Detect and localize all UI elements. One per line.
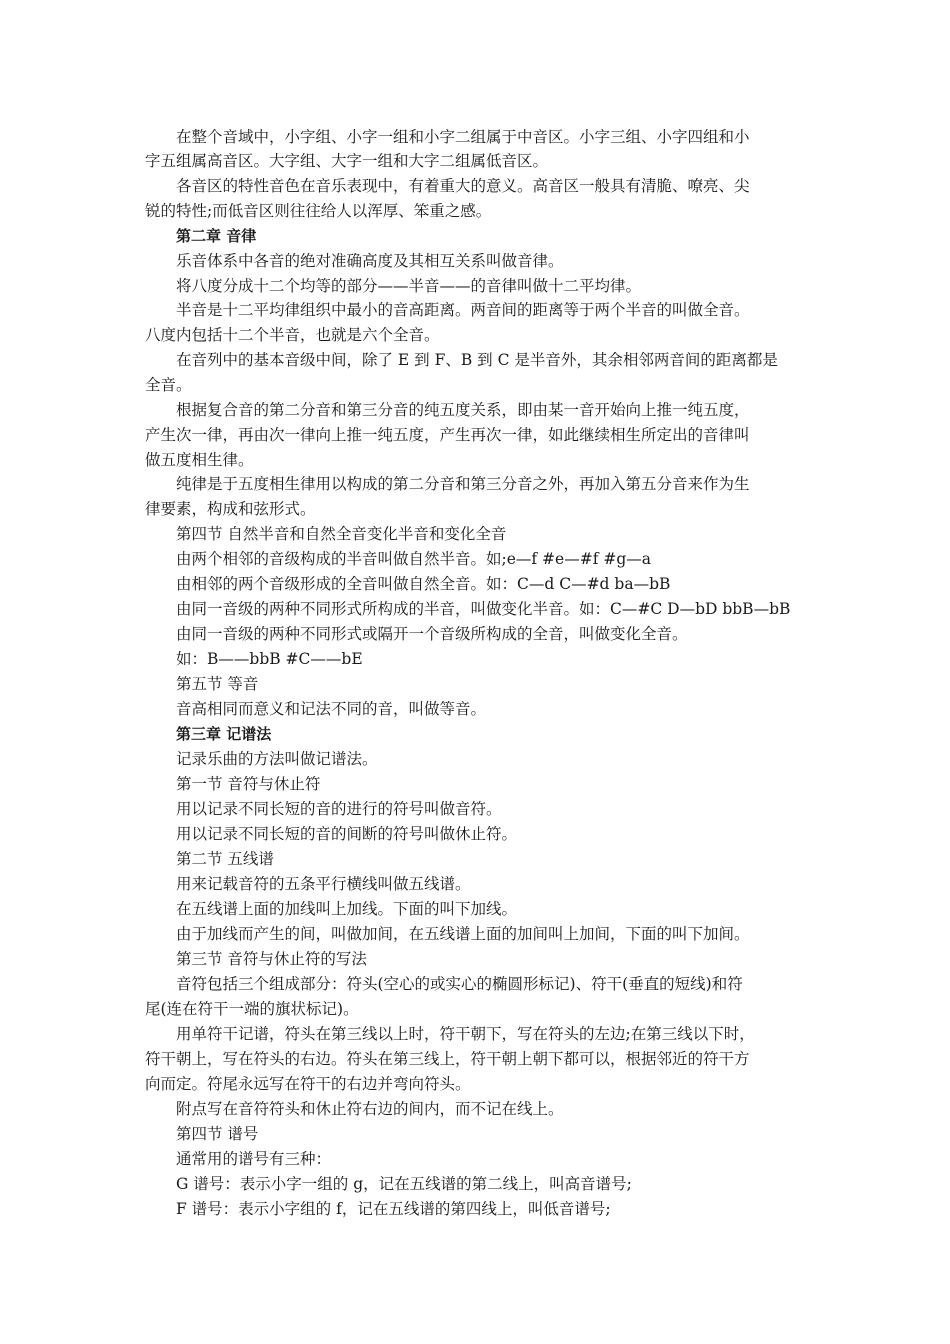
text-line: 各音区的特性音色在音乐表现中，有着重大的意义。高音区一般具有清脆、嘹亮、尖 bbox=[176, 177, 750, 195]
text-line: 由同一音级的两种不同形式或隔开一个音级所构成的全音，叫做变化全音。 bbox=[176, 625, 688, 643]
text-line: F 谱号：表示小字组的 f，记在五线谱的第四线上，叫低音谱号; bbox=[176, 1200, 611, 1218]
text-line: 通常用的谱号有三种： bbox=[176, 1150, 332, 1168]
text-line: G 谱号：表示小字一组的 g，记在五线谱的第二线上，叫高音谱号; bbox=[176, 1175, 632, 1193]
text-line: 附点写在音符符头和休止符右边的间内，而不记在线上。 bbox=[176, 1100, 564, 1118]
text-line: 在五线谱上面的加线叫上加线。下面的叫下加线。 bbox=[176, 900, 518, 918]
text-line: 字五组属高音区。大字组、大字一组和大字二组属低音区。 bbox=[145, 152, 549, 170]
text-line: 音符包括三个组成部分：符头(空心的或实心的椭圆形标记)、符干(垂直的短线)和符 bbox=[176, 975, 743, 993]
text-line: 音高相同而意义和记法不同的音，叫做等音。 bbox=[176, 700, 487, 718]
section-heading: 第二节 五线谱 bbox=[176, 850, 274, 868]
text-line: 做五度相生律。 bbox=[145, 451, 254, 469]
chapter-heading: 第三章 记谱法 bbox=[176, 725, 272, 743]
text-line: 将八度分成十二个均等的部分——半音——的音律叫做十二平均律。 bbox=[176, 277, 642, 295]
text-line: 全音。 bbox=[145, 376, 192, 394]
text-line: 产生次一律，再由次一律向上推一纯五度，产生再次一律，如此继续相生所定出的音律叫 bbox=[145, 426, 750, 444]
text-line: 纯律是于五度相生律用以构成的第二分音和第三分音之外，再加入第五分音来作为生 bbox=[176, 475, 750, 493]
text-line: 八度内包括十二个半音，也就是六个全音。 bbox=[145, 326, 440, 344]
text-line: 用单符干记谱，符头在第三线以上时，符干朝下，写在符头的左边;在第三线以下时， bbox=[176, 1025, 755, 1043]
text-line: 根据复合音的第二分音和第三分音的纯五度关系，即由某一音开始向上推一纯五度， bbox=[176, 401, 750, 419]
section-heading: 第一节 音符与休止符 bbox=[176, 775, 321, 793]
text-line: 由于加线而产生的间，叫做加间，在五线谱上面的加间叫上加间，下面的叫下加间。 bbox=[176, 925, 750, 943]
text-line: 向而定。符尾永远写在符干的右边并弯向符头。 bbox=[145, 1075, 471, 1093]
text-line: 乐音体系中各音的绝对准确高度及其相互关系叫做音律。 bbox=[176, 252, 564, 270]
text-line: 记录乐曲的方法叫做记谱法。 bbox=[176, 750, 378, 768]
text-line: 用来记载音符的五条平行横线叫做五线谱。 bbox=[176, 875, 471, 893]
text-line: 符干朝上，写在符头的右边。符头在第三线上，符干朝上朝下都可以，根据邻近的符干方 bbox=[145, 1050, 750, 1068]
section-heading: 第四节 谱号 bbox=[176, 1125, 259, 1143]
text-line: 律要素，构成和弦形式。 bbox=[145, 500, 316, 518]
text-line: 半音是十二平均律组织中最小的音高距离。两音间的距离等于两个半音的叫做全音。 bbox=[176, 301, 750, 319]
text-line: 用以记录不同长短的音的进行的符号叫做音符。 bbox=[176, 800, 502, 818]
text-line: 用以记录不同长短的音的间断的符号叫做休止符。 bbox=[176, 825, 518, 843]
text-line: 由同一音级的两种不同形式所构成的半音，叫做变化半音。如：C—#C D—bD bbB—bB bbox=[176, 600, 791, 618]
text-line: 尾(连在符干一端的旗状标记)。 bbox=[145, 1000, 359, 1018]
text-line: 在音列中的基本音级中间，除了 E 到 F、B 到 C 是半音外，其余相邻两音间的距离都是 bbox=[176, 351, 778, 369]
text-line: 锐的特性;而低音区则往往给人以浑厚、笨重之感。 bbox=[145, 202, 492, 220]
text-line: 由两个相邻的音级构成的半音叫做自然半音。如;e—f #e—#f #g—a bbox=[176, 550, 652, 568]
text-line: 如：B——bbB #C——bE bbox=[176, 650, 363, 668]
section-heading: 第四节 自然半音和自然全音变化半音和变化全音 bbox=[176, 525, 507, 543]
section-heading: 第三节 音符与休止符的写法 bbox=[176, 950, 367, 968]
text-line: 在整个音域中，小字组、小字一组和小字二组属于中音区。小字三组、小字四组和小 bbox=[176, 128, 750, 146]
chapter-heading: 第二章 音律 bbox=[176, 227, 257, 245]
text-line: 由相邻的两个音级形成的全音叫做自然全音。如：C—d C—#d ba—bB bbox=[176, 575, 671, 593]
section-heading: 第五节 等音 bbox=[176, 675, 259, 693]
